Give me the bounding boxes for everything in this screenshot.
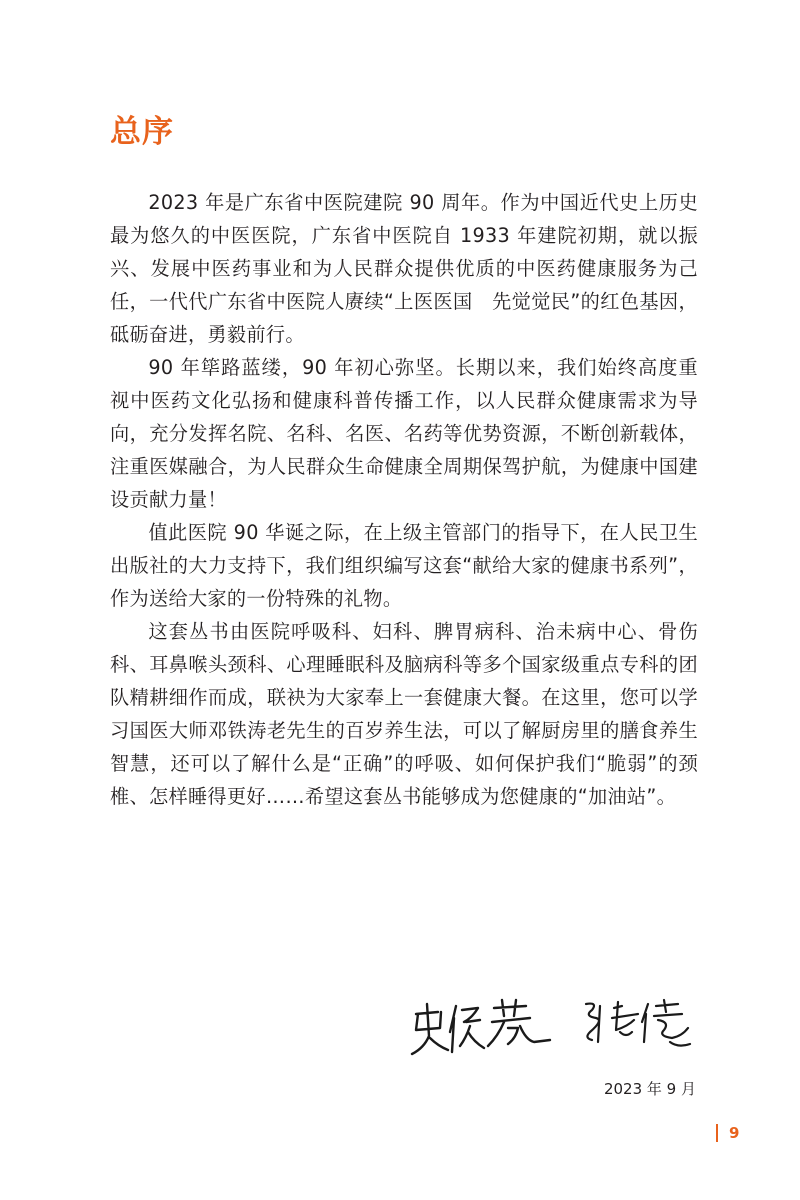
signature-2	[586, 1000, 690, 1046]
page-footer	[716, 1122, 739, 1144]
paragraph-3: 值此医院 90 华诞之际，在上级主管部门的指导下，在人民卫生出版社的大力支持下，我们组织编写这套“献给大家的健康书系列”，作为送给大家的一份特殊的礼物。	[110, 521, 698, 610]
preface-date: 2023 年 9 月	[603, 1080, 696, 1098]
preface-body	[110, 186, 698, 813]
page-number-divider	[716, 1124, 718, 1142]
paragraph-2: 90 年筚路蓝缕，90 年初心弥坚。长期以来，我们始终高度重视中医药文化弘扬和健康科普传播工作，以人民群众健康需求为导向，充分发挥名院、名科、名医、名药等优势资源，不断创新载体，注重医媒融合，为人民群众生命健康全周期保驾护航，为健康中国建设贡献力量！	[110, 356, 698, 511]
paragraph-4: 这套丛书由医院呼吸科、妇科、脾胃病科、治未病中心、骨伤科、耳鼻喉头颈科、心理睡眠科及脑病科等多个国家级重点专科的团队精耕细作而成，联袂为大家奉上一套健康大餐。在这里，您可以学习国医大师邓铁涛老先生的百岁养生法，可以了解厨房里的膳食养生智慧，还可以了解什么是“正确”的呼吸、如何保护我们“脆弱”的颈椎、怎样睡得更好……希望这套丛书能够成为您健康的“加油站”。	[110, 620, 698, 808]
page-title: 总序	[110, 114, 174, 150]
handwritten-signatures	[408, 992, 700, 1064]
page-number: 9	[729, 1124, 740, 1142]
paragraph-1: 2023 年是广东省中医院建院 90 周年。作为中国近代史上历史最为悠久的中医医院，广东省中医院自 1933 年建院初期，就以振兴、发展中医药事业和为人民群众提供优质的中医药健康服务为己任，一代代广东省中医院人赓续“上医医国 先觉觉民”的红色基因，砥砺奋进，勇毅前行。	[110, 191, 698, 346]
signature-1	[412, 1000, 550, 1054]
